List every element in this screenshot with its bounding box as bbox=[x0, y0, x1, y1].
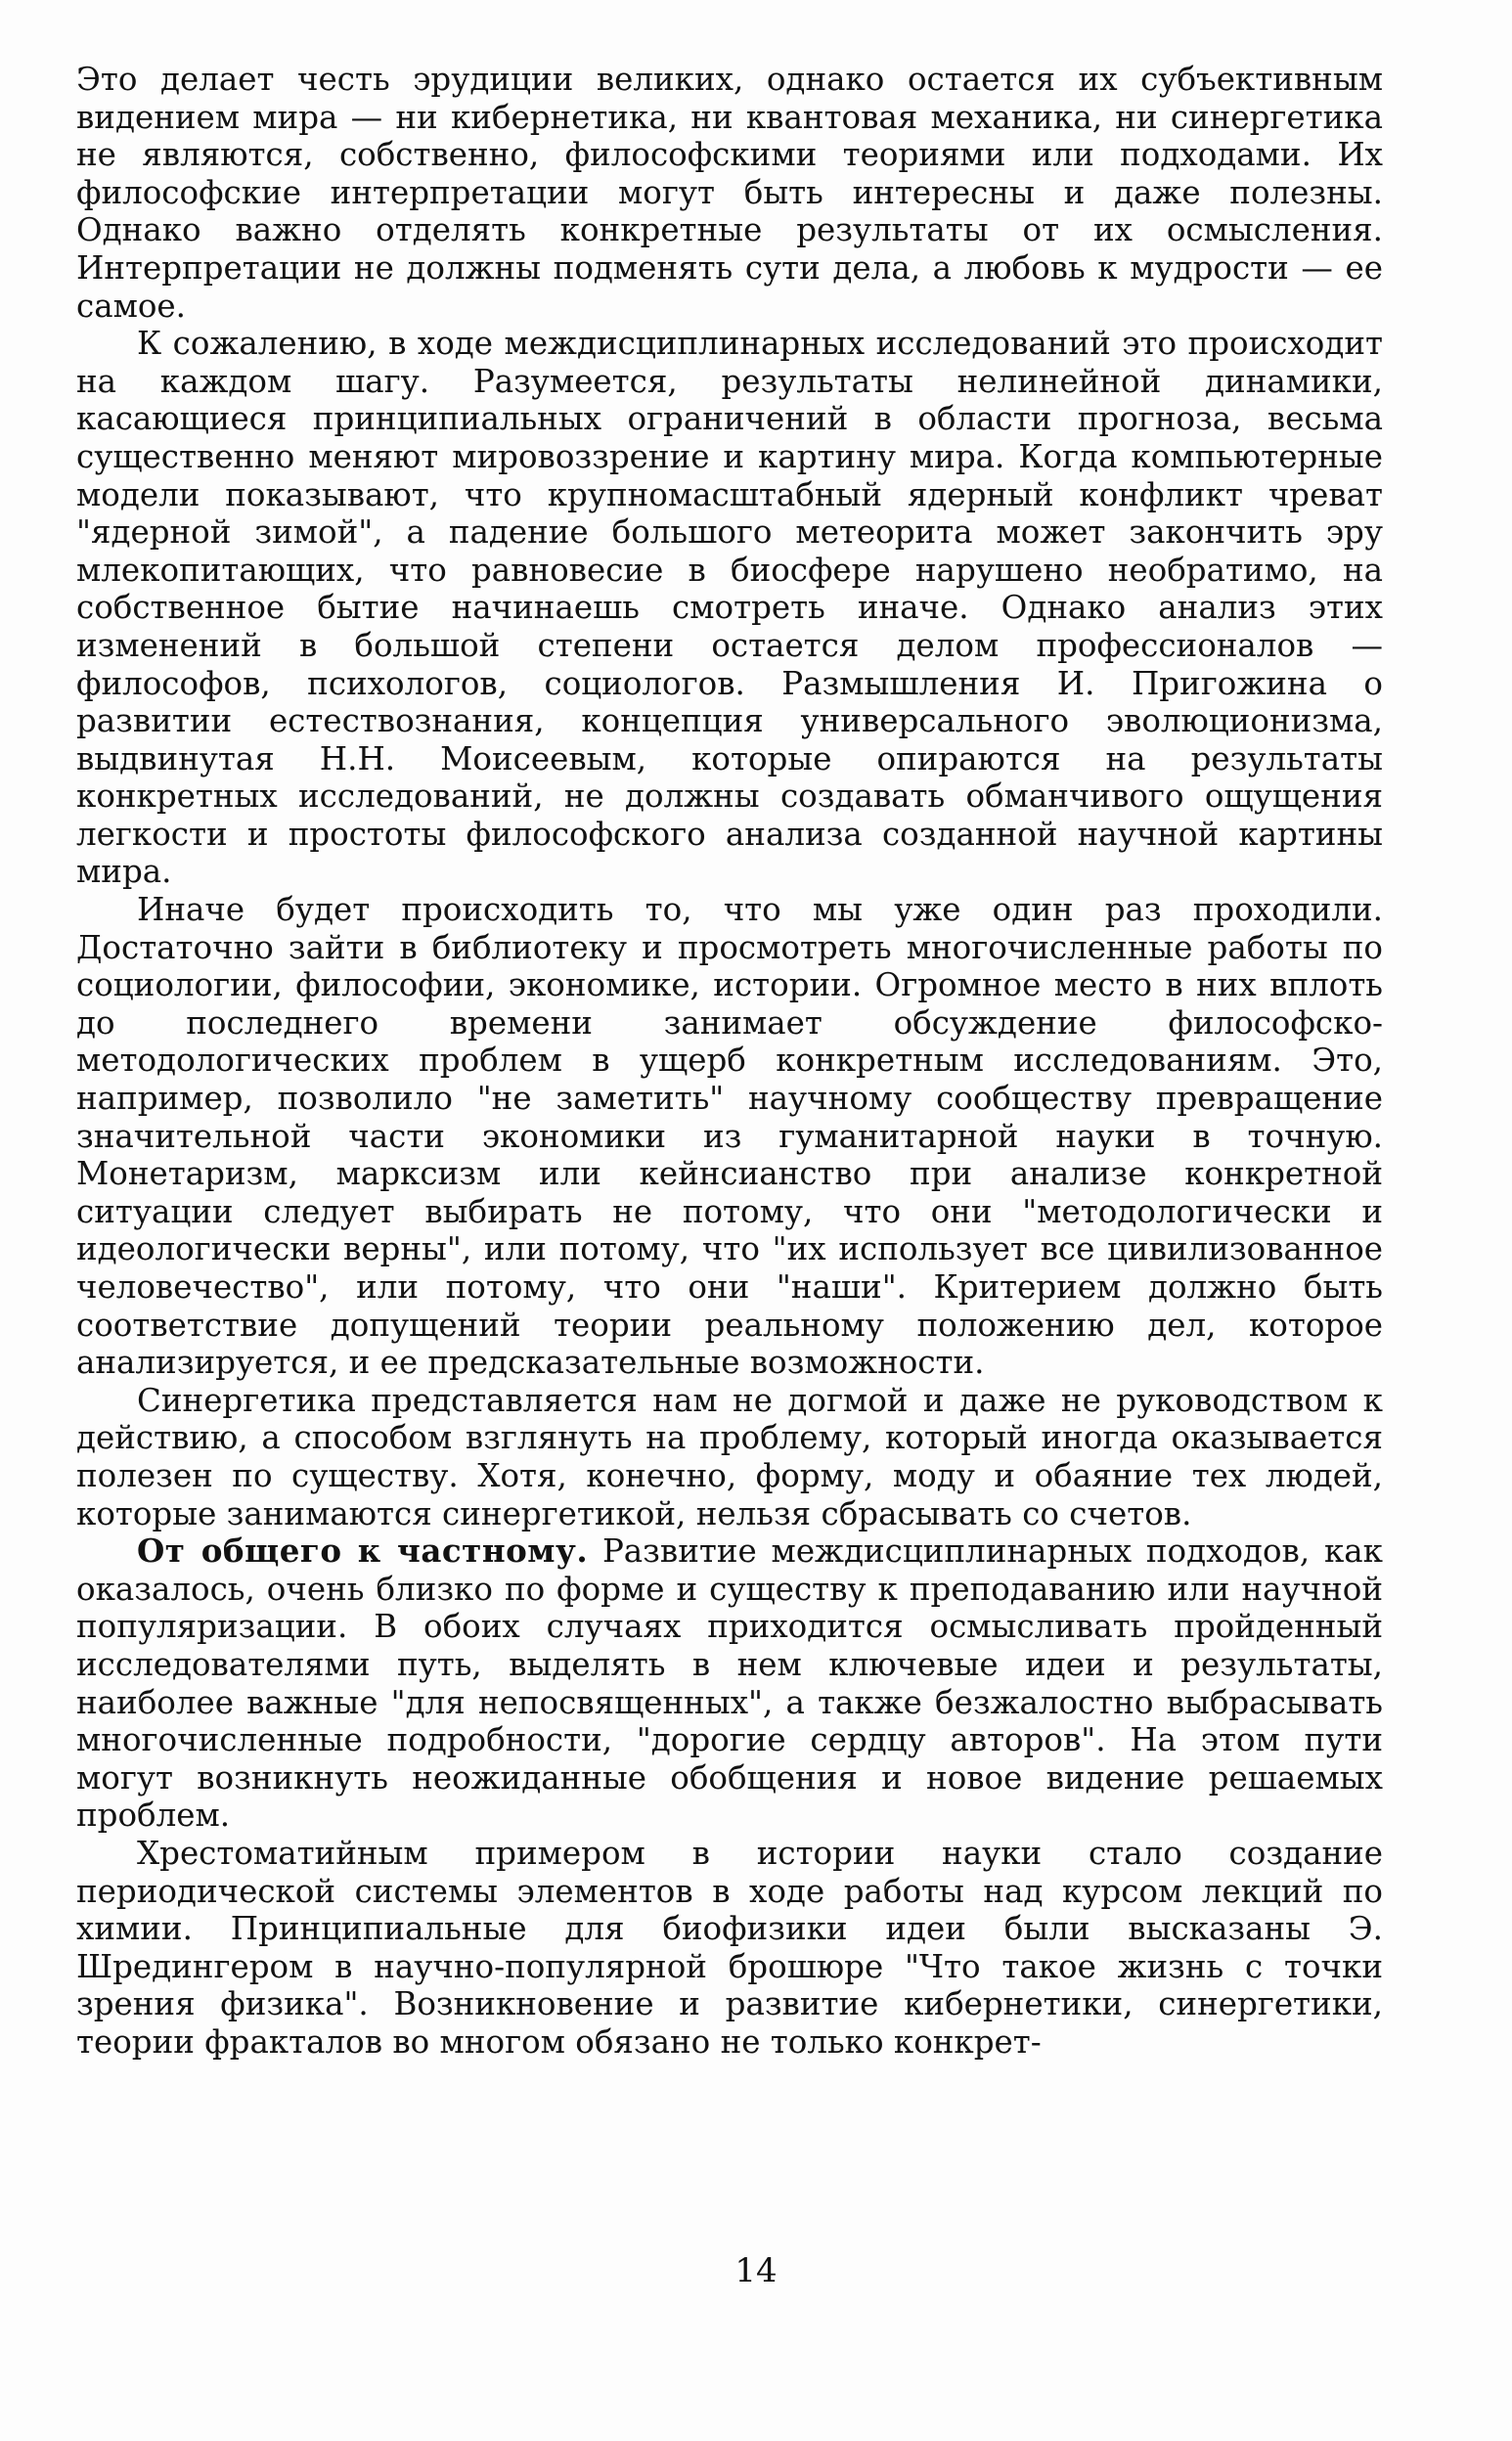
paragraph-1 bbox=[76, 61, 1383, 325]
paragraph-1-text: Это делает честь эрудиции великих, однако остается их субъективным видением мира — ни кибернетика, ни квантовая механика, ни синергетика не являются, собственно, философскими теориями или подходами. Их философские интерпретации могут быть интересны и даже полезны. Однако важно отделять конкретные результаты от их осмысления. Интерпретации не должны подменять сути дела, а любовь к мудрости — ее самое. bbox=[76, 61, 1383, 325]
paragraph-5-text: Развитие междисциплинарных подходов, как оказалось, очень близко по форме и существу к преподаванию или научной популяризации. В обоих случаях приходится осмысливать пройденный исследователями путь, выделять в нем ключевые идеи и результаты, наиболее важные "для непосвященных", а также безжалостно выбрасывать многочисленные подробности, "дорогие сердцу авторов". На этом пути могут возникнуть неожиданные обобщения и новое видение решаемых проблем. bbox=[76, 1532, 1383, 1835]
paragraph-6 bbox=[76, 1835, 1383, 2062]
paragraph-3 bbox=[76, 891, 1383, 1382]
paragraph-2 bbox=[76, 325, 1383, 891]
paragraph-3-text: Иначе будет происходить то, что мы уже один раз проходили. Достаточно зайти в библиотеку и просмотреть многочисленные работы по социологии, философии, экономике, истории. Огромное место в них вплоть до последнего времени занимает обсуждение философско-методологических проблем в ущерб конкретным исследованиям. Это, например, позволило "не заметить" научному сообществу превращение значительной части экономики из гуманитарной науки в точную. Монетаризм, марксизм или кейнсианство при анализе конкретной ситуации следует выбирать не потому, что они "методологически и идеологически верны", или потому, что "их использует все цивилизованное человечество", или потому, что они "наши". Критерием должно быть соответствие допущений теории реальному положению дел, которое анализируется, и ее предсказательные возможности. bbox=[76, 891, 1383, 1382]
paragraph-4-text: Синергетика представляется нам не догмой и даже не руководством к действию, а способом взглянуть на проблему, который иногда оказывается полезен по существу. Хотя, конечно, форму, моду и обаяние тех людей, которые занимаются синергетикой, нельзя сбрасывать со счетов. bbox=[76, 1381, 1383, 1532]
paragraph-6-text: Хрестоматийным примером в истории науки стало создание периодической системы элементов в ходе работы над курсом лекций по химии. Принципиальные для биофизики идеи были высказаны Э. Шредингером в научно-популярной брошюре "Что такое жизнь с точки зрения физика". Возникновение и развитие кибернетики, синергетики, теории фракталов во многом обязано не только конкрет- bbox=[76, 1834, 1383, 2061]
body-text bbox=[76, 61, 1383, 2061]
paragraph-2-text: К сожалению, в ходе междисциплинарных исследований это происходит на каждом шагу. Разумеется, результаты нелинейной динамики, касающиеся принципиальных ограничений в области прогноза, весьма существенно меняют мировоззрение и картину мира. Когда компьютерные модели показывают, что крупномасштабный ядерный конфликт чреват "ядерной зимой", а падение большого метеорита может закончить эру млекопитающих, что равновесие в биосфере нарушено необратимо, на собственное бытие начинаешь смотреть иначе. Однако анализ этих изменений в большой степени остается делом профессионалов — философов, психологов, социологов. Размышления И. Пригожина о развитии естествознания, концепция универсального эволюционизма, выдвинутая Н.Н. Моисеевым, которые опираются на результаты конкретных исследований, не должны создавать обманчивого ощущения легкости и простоты философского анализа созданной научной картины мира. bbox=[76, 325, 1383, 891]
paragraph-4 bbox=[76, 1382, 1383, 1532]
paragraph-5 bbox=[76, 1532, 1383, 1835]
page-number: 14 bbox=[734, 2251, 778, 2290]
section-run-in-heading: От общего к частному. bbox=[137, 1531, 589, 1571]
